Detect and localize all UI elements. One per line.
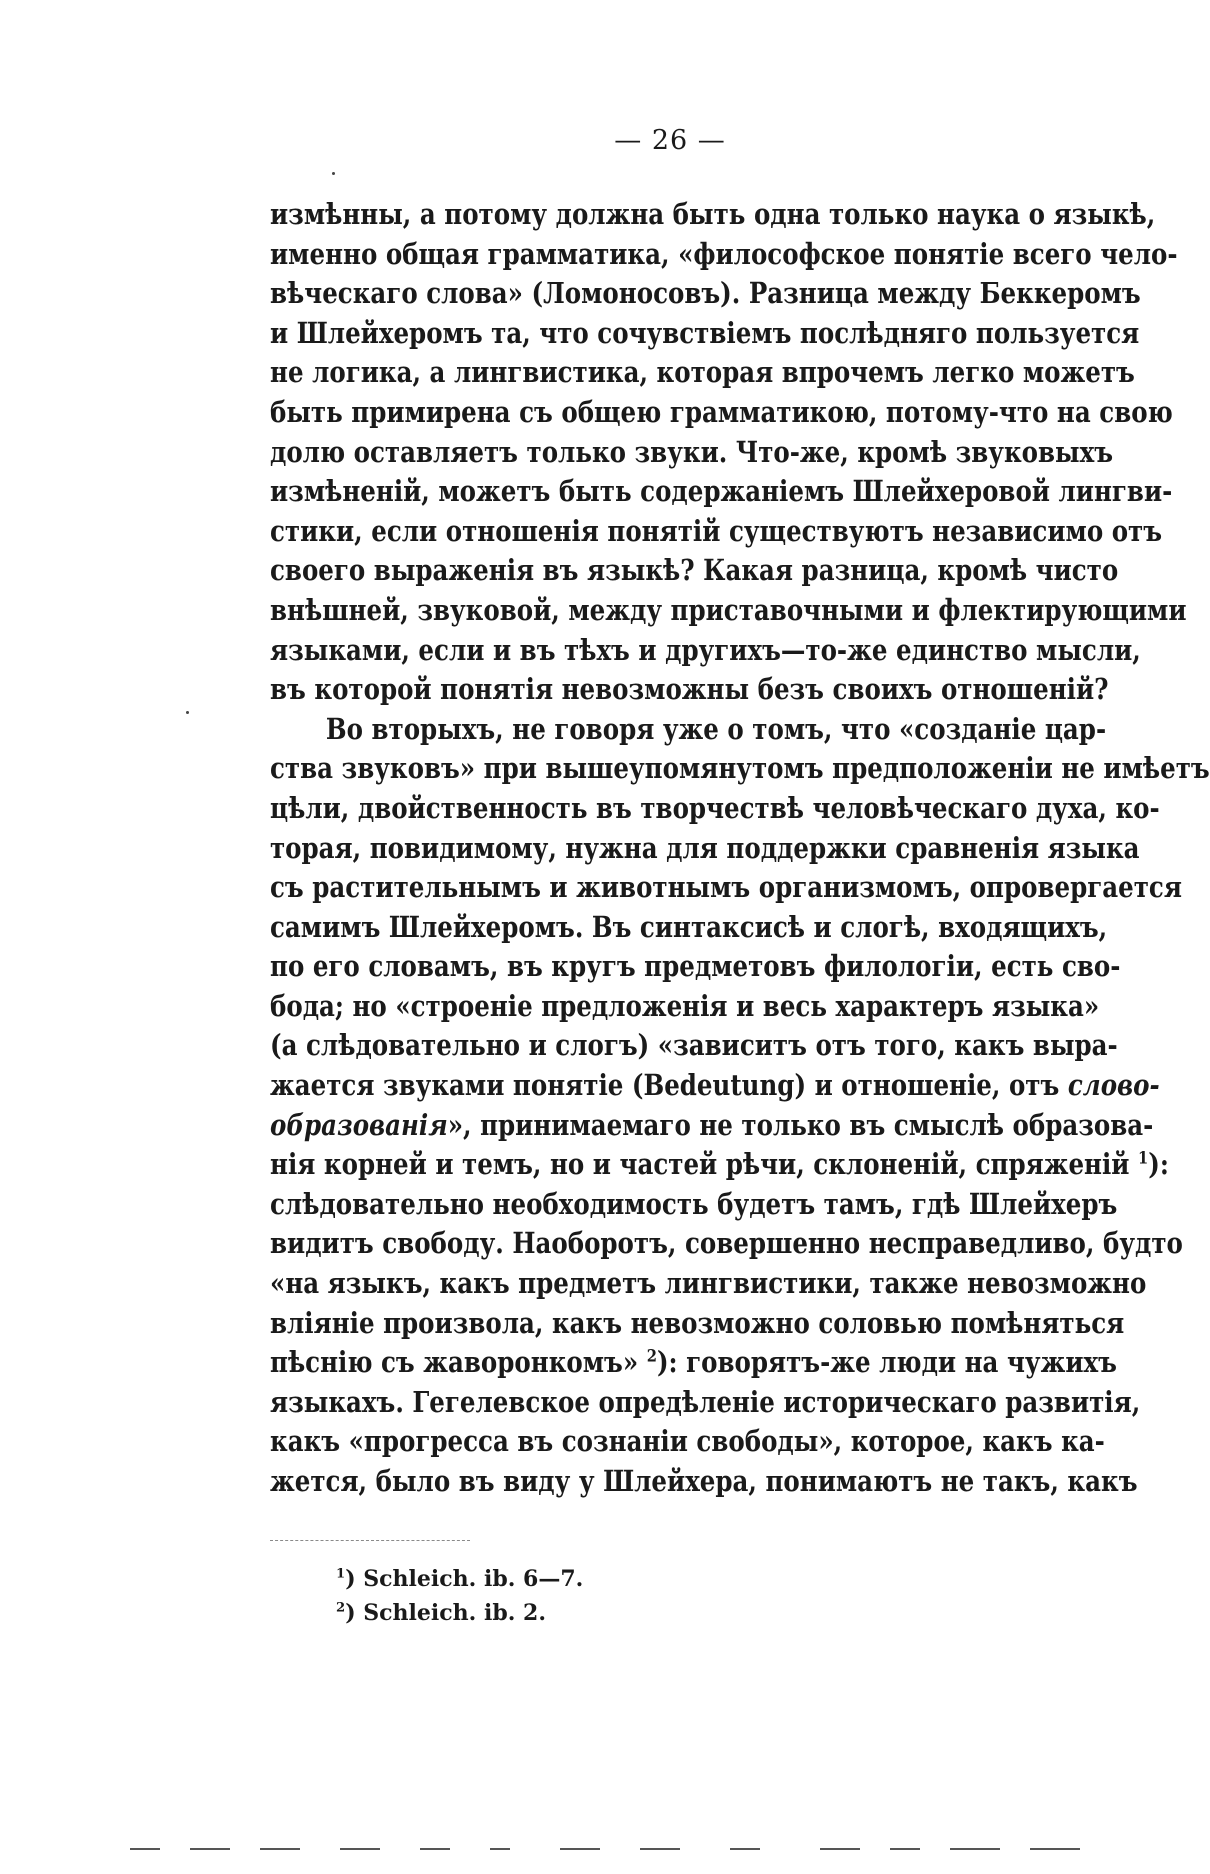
text-run: », принимаемаго не только въ смыслѣ образова- xyxy=(447,1107,1154,1142)
footnote-mark: 2 xyxy=(336,1600,346,1616)
text-line: измѣнны, а потому должна быть одна только наука о языкѣ, xyxy=(270,197,1156,231)
text-line: слѣдовательно необходимость будетъ тамъ, гдѣ Шлейхеръ xyxy=(270,1186,1118,1221)
text-line: своего выраженія въ языкѣ? Какая разница, кромѣ чисто xyxy=(270,553,1119,588)
text-run: ): xyxy=(1148,1147,1169,1182)
text-line: стики, если отношенія понятій существуютъ независимо отъ xyxy=(270,513,1163,548)
footnote-divider xyxy=(270,1540,470,1541)
text-run: жается звуками понятіе (Bedeutung) и отношеніе, отъ xyxy=(270,1068,1068,1103)
footnote-1 xyxy=(336,1562,583,1596)
italic-term: слово- xyxy=(1067,1068,1160,1103)
footnote-ref[interactable]: 2 xyxy=(646,1346,657,1367)
scan-edge-mark xyxy=(190,1848,230,1850)
scan-speck xyxy=(332,172,335,175)
text-line: быть примирена съ общею грамматикою, потому-что на свою xyxy=(270,394,1173,429)
text-run: ): говорятъ-же люди на чужихъ xyxy=(656,1345,1117,1380)
text-line: торая, повидимому, нужна для поддержки сравненія языка xyxy=(270,830,1140,865)
scan-edge-mark xyxy=(890,1848,920,1850)
scan-edge-mark xyxy=(340,1848,380,1850)
text-line: измѣненій, можетъ быть содержаніемъ Шлейхеровой лингви- xyxy=(270,474,1173,509)
text-line: ства звуковъ» при вышеупомянутомъ предположеніи не имѣетъ xyxy=(270,751,1210,786)
text-line: «на языкъ, какъ предметъ лингвистики, также невозможно xyxy=(270,1266,1147,1301)
text-line: цѣли, двойственность въ творчествѣ человѣческаго духа, ко- xyxy=(270,790,1160,825)
scan-edge-mark xyxy=(820,1848,860,1850)
text-line: именно общая грамматика, «философское понятіе всего чело- xyxy=(270,236,1178,271)
scan-edge-mark xyxy=(950,1848,1000,1850)
text-line: бода; но «строеніе предложенія и весь характеръ языка» xyxy=(270,988,1100,1023)
text-line: какъ «прогресса въ сознаніи свободы», которое, какъ ка- xyxy=(270,1424,1105,1459)
text-line: долю оставляетъ только звуки. Что-же, кромѣ звуковыхъ xyxy=(270,434,1114,469)
text-line: самимъ Шлейхеромъ. Въ синтаксисѣ и слогѣ, входящихъ, xyxy=(270,909,1108,944)
text-line: въ которой понятія невозможны безъ своихъ отношеній? xyxy=(270,672,1109,707)
text-line: (а слѣдовательно и слогъ) «зависитъ отъ того, какъ выра- xyxy=(270,1028,1118,1063)
text-line: вѣческаго слова» (Ломоносовъ). Разница между Беккеромъ xyxy=(270,276,1141,311)
scan-edge-mark xyxy=(730,1848,760,1850)
footnote-2 xyxy=(336,1596,583,1630)
scan-edge-mark xyxy=(130,1848,160,1850)
text-line: по его словамъ, въ кругъ предметовъ филологіи, есть сво- xyxy=(270,949,1121,984)
scan-edge-marks xyxy=(130,1848,1120,1852)
italic-term: образованія xyxy=(270,1107,448,1142)
text-line: вліяніе произвола, какъ невозможно соловью помѣняться xyxy=(270,1305,1125,1340)
body-text xyxy=(270,195,1210,1502)
text-line xyxy=(270,1106,1154,1146)
scan-edge-mark xyxy=(560,1848,600,1850)
text-line: видитъ свободу. Наоборотъ, совершенно несправедливо, будто xyxy=(270,1226,1183,1261)
footnotes xyxy=(336,1562,583,1630)
paragraph-first-line: Во вторыхъ, не говоря уже о томъ, что «созданіе цар- xyxy=(325,711,1107,746)
footnote-mark: 1 xyxy=(336,1566,346,1582)
text-line: съ растительнымъ и животнымъ организмомъ, опровергается xyxy=(270,870,1182,905)
text-run: пѣснію съ жаворонкомъ» xyxy=(270,1345,647,1380)
text-line xyxy=(270,1145,1169,1185)
scan-speck xyxy=(186,711,189,714)
scan-edge-mark xyxy=(640,1848,680,1850)
footnote-text: ) Schleich. ib. 2. xyxy=(345,1600,546,1626)
page-number: — 26 — xyxy=(614,125,726,156)
text-line xyxy=(270,1066,1160,1106)
text-line: не логика, а лингвистика, которая впрочемъ легко можетъ xyxy=(270,355,1135,390)
text-run: нія корней и темъ, но и частей рѣчи, склоненій, спряженій xyxy=(270,1147,1139,1182)
footnote-ref[interactable]: 1 xyxy=(1138,1148,1149,1169)
scan-edge-mark xyxy=(420,1848,450,1850)
scan-edge-mark xyxy=(490,1848,510,1850)
text-line: жется, было въ виду у Шлейхера, понимаютъ не такъ, какъ xyxy=(270,1464,1138,1498)
text-line: языкахъ. Гегелевское опредѣленіе историческаго развитія, xyxy=(270,1384,1141,1419)
footnote-text: ) Schleich. ib. 6—7. xyxy=(345,1566,584,1592)
scan-edge-mark xyxy=(1030,1848,1080,1850)
text-line: языками, если и въ тѣхъ и другихъ—то-же единство мысли, xyxy=(270,632,1141,667)
text-line xyxy=(270,1343,1117,1383)
text-line: и Шлейхеромъ та, что сочувствіемъ послѣдняго пользуется xyxy=(270,315,1140,350)
scan-edge-mark xyxy=(260,1848,300,1850)
text-line: внѣшней, звуковой, между приставочными и флектирующими xyxy=(270,592,1187,627)
